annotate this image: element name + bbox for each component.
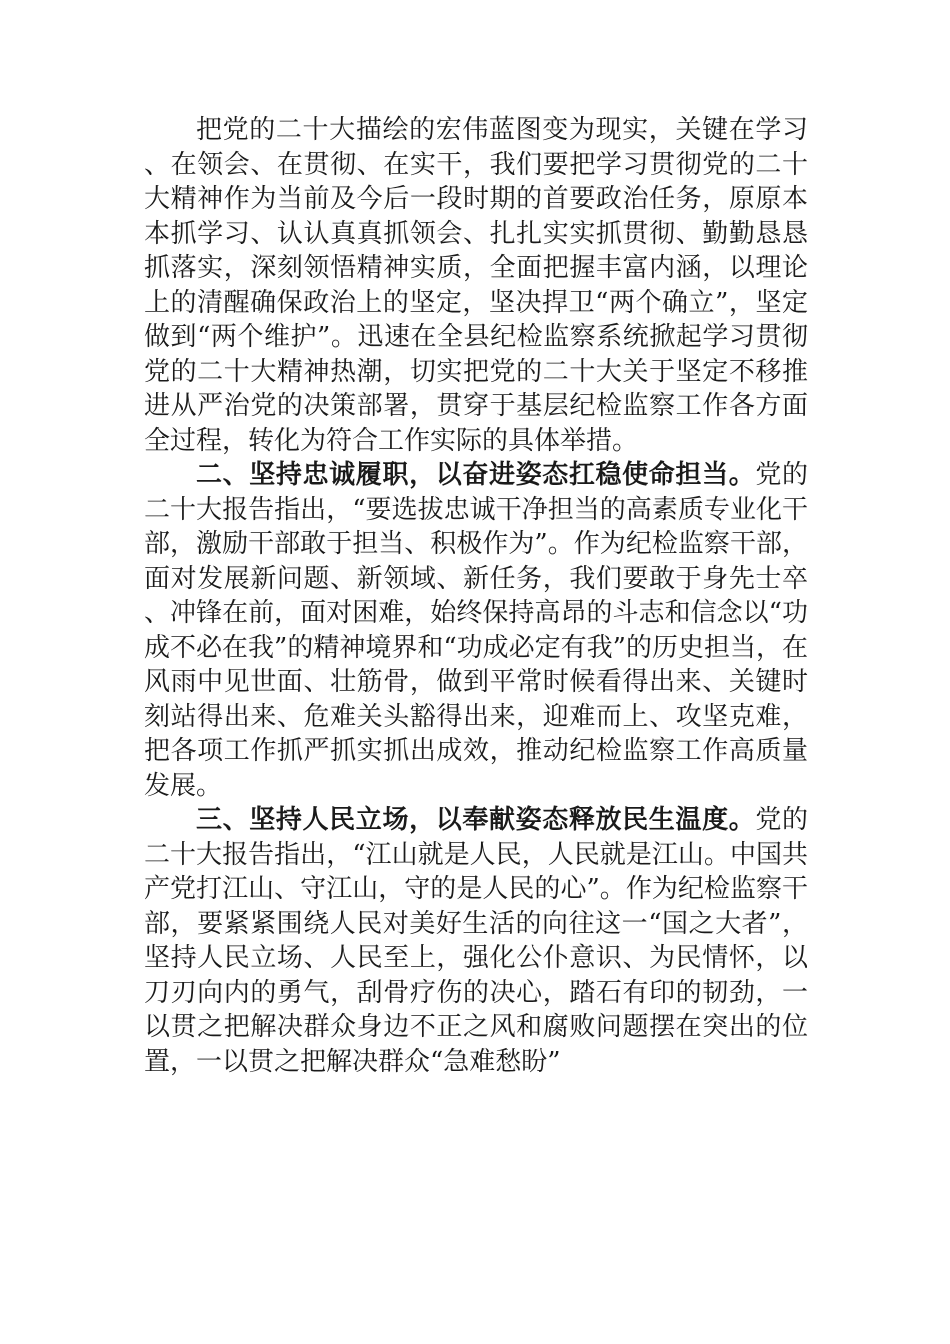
paragraph-text: 党的二十大报告指出，“要选拔忠诚干净担当的高素质专业化干部，激励干部敢于担当、积极作为”。作为纪检监察干部，面对发展新问题、新领域、新任务，我们要敢于身先士卒、冲锋在前，面对困难，始终保持高昂的斗志和信念以“功成不必在我”的精神境界和“功成必定有我”的历史担当，在风雨中见世面、壮筋骨，做到平常时候看得出来、关键时刻站得出来、危难关头豁得出来，迎难而上、攻坚克难，把各项工作抓严抓实抓出成效，推动纪检监察工作高质量发展。 xyxy=(144,460,808,801)
paragraph-people-stance xyxy=(144,803,808,1079)
paragraph-heading: 二、坚持忠诚履职，以奋进姿态扛稳使命担当。 xyxy=(196,460,756,490)
paragraph-study-implementation xyxy=(144,113,808,458)
paragraph-heading: 三、坚持人民立场，以奉献姿态释放民生温度。 xyxy=(196,805,756,835)
document-body xyxy=(144,113,808,1079)
paragraph-text: 把党的二十大描绘的宏伟蓝图变为现实，关键在学习、在领会、在贯彻、在实干，我们要把学习贯彻党的二十大精神作为当前及今后一段时期的首要政治任务，原原本本抓学习、认认真真抓领会、扎扎实实抓贯彻、勤勤恳恳抓落实，深刻领悟精神实质，全面把握丰富内涵，以理论上的清醒确保政治上的坚定，坚决捍卫“两个确立”，坚定做到“两个维护”。迅速在全县纪检监察系统掀起学习贯彻党的二十大精神热潮，切实把党的二十大关于坚定不移推进从严治党的决策部署，贯穿于基层纪检监察工作各方面全过程，转化为符合工作实际的具体举措。 xyxy=(144,115,808,456)
paragraph-text: 党的二十大报告指出，“江山就是人民，人民就是江山。中国共产党打江山、守江山，守的是人民的心”。作为纪检监察干部，要紧紧围绕人民对美好生活的向往这一“国之大者”，坚持人民立场、人民至上，强化公仆意识、为民情怀，以刀刃向内的勇气，刮骨疗伤的决心，踏石有印的韧劲，一以贯之把解决群众身边不正之风和腐败问题摆在突出的位置，一以贯之把解决群众“急难愁盼” xyxy=(144,805,808,1077)
paragraph-loyal-duty xyxy=(144,458,808,803)
